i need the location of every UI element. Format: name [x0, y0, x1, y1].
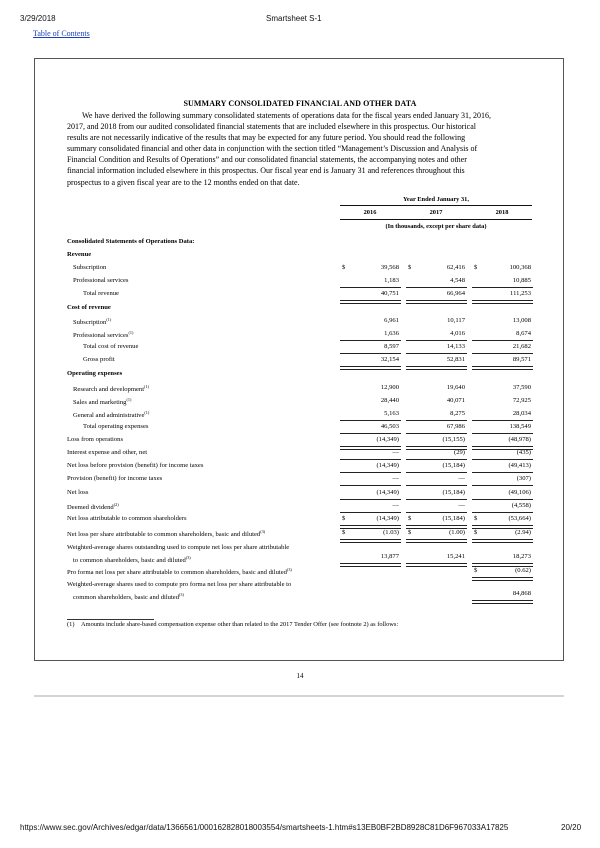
intro-line: prospectus to a given fiscal year are to the 12 months ended on that date. [67, 177, 300, 187]
footnote-ref: (1) [144, 384, 149, 389]
single-underline [340, 420, 401, 421]
cell-value-2016: 46,503 [380, 423, 399, 430]
cell-value-2018: (48,978) [508, 436, 531, 443]
row-label: Deemed dividend$^{(2)}$ [67, 502, 119, 511]
single-underline [340, 287, 401, 288]
row-label: Subscription [73, 264, 107, 271]
cell-value-2017: (29) [454, 449, 465, 456]
row-label: Interest expense and other, net [67, 449, 148, 456]
cell-value-2018: 111,253 [510, 290, 531, 297]
footnote-text: Amounts include share-based compensation expense other than related to the 2017 Tender Offer (see footnote 2) as follows: [81, 621, 399, 628]
row-label: Gross profit [83, 356, 115, 363]
double-underline [340, 563, 401, 567]
single-underline [406, 433, 467, 434]
cell-value-2017: (15,155) [442, 436, 465, 443]
cell-value-2016: 6,961 [384, 317, 399, 324]
cell-value-2016: 1,183 [384, 277, 399, 284]
double-underline [340, 539, 401, 543]
single-underline [472, 472, 533, 473]
intro-paragraph [67, 110, 537, 188]
cell-value-2018: 13,008 [512, 317, 531, 324]
table-of-contents-link[interactable]: Table of Contents [33, 29, 90, 38]
single-underline [406, 485, 467, 486]
single-underline [340, 433, 401, 434]
cell-value-2016: — [392, 449, 399, 456]
cell-value-2018: 100,368 [509, 264, 531, 271]
page-separator [34, 695, 564, 697]
row-label-line: to common shareholders, basic and diluted$^{(3)}$ [73, 555, 191, 564]
single-underline [340, 472, 401, 473]
cell-value-2018: 37,590 [512, 384, 531, 391]
cell-value-2016: (14,349) [376, 436, 399, 443]
single-underline [406, 459, 467, 460]
currency-symbol: $ [474, 529, 478, 536]
intro-line: 2017, and 2018 from our audited consolidated financial statements that are included elsewhere in this prospectus. Our historical [67, 122, 476, 132]
single-underline [472, 485, 533, 486]
double-underline [340, 366, 401, 370]
footnote-ref: (2) [113, 502, 119, 507]
footnote-number: (1) [67, 621, 75, 628]
cell-value-2016: — [392, 502, 399, 509]
cell-value-2017: 10,117 [447, 317, 465, 324]
single-underline [340, 512, 401, 513]
intro-line: Financial Condition and Results of Operations” and our consolidated financial statements, the accompanying notes and other [67, 155, 467, 165]
print-date: 3/29/2018 [20, 14, 56, 23]
row-label: Net loss per share attributable to common shareholders, basic and diluted$^{(3)}$ [67, 529, 266, 538]
single-underline [406, 340, 467, 341]
currency-symbol: $ [408, 264, 412, 271]
cell-value-2016: 5,163 [384, 410, 399, 417]
row-label: Revenue [67, 251, 92, 258]
row-label: Net loss attributable to common shareholders [67, 515, 187, 522]
single-underline [472, 287, 533, 288]
currency-symbol: $ [474, 264, 478, 271]
cell-value-2018: (435) [516, 449, 531, 456]
single-underline [340, 459, 401, 460]
cell-value-2016: 13,877 [380, 553, 399, 560]
cell-value-2017: (15,184) [442, 462, 465, 469]
cell-value-2016: 32,154 [380, 356, 399, 363]
double-underline [472, 366, 533, 370]
page-number: 14 [296, 672, 304, 680]
print-url: https://www.sec.gov/Archives/edgar/data/1366561/000162828018003554/smartsheets-1.htm#s13EB0BF2BD8928C81D6F967033A17825 [20, 823, 509, 832]
single-underline [472, 340, 533, 341]
single-underline [472, 433, 533, 434]
row-label [67, 580, 291, 603]
cell-value-2018: 10,885 [512, 277, 531, 284]
double-underline [406, 539, 467, 543]
cell-value-2018: 84,868 [512, 590, 531, 597]
currency-symbol: $ [342, 515, 346, 522]
intro-line: results are not necessarily indicative of the results that may be expected for any future period. You should read the following [67, 133, 466, 143]
single-underline [472, 420, 533, 421]
intro-line: We have derived the following summary consolidated statements of operations data for the fiscal years ended January 31, 2016, [82, 111, 492, 120]
footnote-rule [67, 619, 154, 620]
footnote-ref: (3) [260, 529, 266, 534]
cell-value-2016: — [392, 475, 399, 482]
row-label: General and administrative$^{(1)}$ [73, 410, 150, 419]
double-underline [472, 525, 533, 529]
cell-value-2018: 8,674 [516, 330, 531, 337]
footnote-ref: (1) [128, 330, 134, 335]
single-underline [406, 287, 467, 288]
cell-value-2018: (307) [516, 475, 531, 482]
row-label: Total cost of revenue [83, 343, 139, 350]
intro-line: financial information included elsewhere in this prospectus. Our fiscal year end is January 31 and references throughout this [67, 166, 465, 176]
footnote-ref: (3) [179, 592, 184, 597]
cell-value-2018: (0.62) [515, 567, 531, 574]
single-underline [406, 499, 467, 500]
cell-value-2016: (14,349) [376, 489, 399, 496]
cell-value-2017: 4,548 [450, 277, 465, 284]
print-title: Smartsheet S-1 [266, 14, 322, 23]
single-underline [472, 459, 533, 460]
double-underline [472, 600, 533, 604]
cell-value-2018: (49,413) [508, 462, 531, 469]
year-header-2018: 2018 [495, 209, 509, 216]
cell-value-2017: 4,016 [450, 330, 465, 337]
cell-value-2017: (1.00) [449, 529, 465, 536]
currency-symbol: $ [474, 515, 478, 522]
cell-value-2017: 52,831 [446, 356, 465, 363]
single-underline [340, 353, 401, 354]
row-label [67, 543, 289, 566]
row-label: Research and development$^{(1)}$ [73, 384, 149, 393]
header-rule [340, 219, 532, 220]
cell-value-2018: (49,106) [508, 489, 531, 496]
row-label-line: Weighted-average shares used to compute pro forma net loss per share attributable to [67, 581, 292, 588]
row-label-line: Weighted-average shares outstanding used to compute net loss per share attributable [67, 544, 290, 551]
cell-value-2017: 19,640 [446, 384, 465, 391]
year-header-2016: 2016 [363, 209, 377, 216]
row-label: Pro forma net loss per share attributable to common shareholders, basic and diluted$^{(3)}$ [67, 567, 292, 576]
row-label: Loss from operations [67, 436, 124, 443]
double-underline [340, 525, 401, 529]
single-underline [406, 420, 467, 421]
cell-value-2017: 66,964 [446, 290, 465, 297]
currency-symbol: $ [342, 529, 346, 536]
header-rule [340, 205, 532, 206]
double-underline [472, 539, 533, 543]
cell-value-2018: 72,925 [512, 397, 531, 404]
cell-value-2018: 89,571 [512, 356, 531, 363]
currency-symbol: $ [342, 264, 346, 271]
cell-value-2018: 18,273 [512, 553, 531, 560]
cell-value-2017: — [458, 475, 465, 482]
cell-value-2017: (15,184) [442, 515, 465, 522]
double-underline [406, 563, 467, 567]
cell-value-2018: 28,034 [512, 410, 531, 417]
footnote-ref: (3) [286, 567, 292, 572]
double-underline [406, 525, 467, 529]
cell-value-2017: 67,986 [446, 423, 465, 430]
cell-value-2016: 28,440 [380, 397, 399, 404]
row-label-line: common shareholders, basic and diluted$^{(3)}$ [73, 592, 184, 601]
currency-symbol: $ [474, 567, 478, 574]
cell-value-2016: (14,349) [376, 462, 399, 469]
cell-value-2017: 62,416 [446, 264, 465, 271]
footnote-ref: (1) [144, 410, 150, 415]
period-header: Year Ended January 31, [403, 196, 469, 203]
row-label: Professional services [73, 277, 129, 284]
footnote-ref: (1) [106, 317, 112, 322]
cell-value-2017: (15,184) [442, 489, 465, 496]
footnote [67, 621, 398, 628]
cell-value-2017: 40,071 [446, 397, 465, 404]
row-label: Net loss before provision (benefit) for income taxes [67, 462, 204, 469]
single-underline [340, 485, 401, 486]
row-label: Subscription$^{(1)}$ [73, 317, 112, 326]
currency-symbol: $ [408, 515, 412, 522]
cell-value-2017: 8,275 [450, 410, 465, 417]
double-underline [406, 366, 467, 370]
cell-value-2017: 14,133 [446, 343, 465, 350]
row-label: Cost of revenue [67, 304, 111, 311]
cell-value-2018: (4,558) [511, 502, 531, 509]
year-header-2017: 2017 [429, 209, 443, 216]
cell-value-2016: (1.03) [383, 529, 399, 536]
cell-value-2017: 15,241 [446, 553, 465, 560]
cell-value-2018: 138,549 [509, 423, 531, 430]
double-underline [340, 300, 401, 304]
single-underline [472, 512, 533, 513]
row-label: Total revenue [83, 290, 119, 297]
row-label: Operating expenses [67, 370, 123, 377]
footnote-ref: (3) [185, 555, 191, 560]
cell-value-2016: 12,900 [380, 384, 399, 391]
single-underline [340, 340, 401, 341]
cell-value-2016: (14,349) [376, 515, 399, 522]
cell-value-2016: 40,751 [380, 290, 399, 297]
row-label: Sales and marketing$^{(1)}$ [73, 397, 132, 406]
double-underline [406, 300, 467, 304]
row-label: Professional services$^{(1)}$ [73, 330, 134, 339]
double-underline [472, 577, 533, 581]
row-label: Provision (benefit) for income taxes [67, 475, 163, 482]
print-page-count: 20/20 [561, 823, 582, 832]
cell-value-2017: — [458, 502, 465, 509]
cell-value-2018: (53,664) [508, 515, 531, 522]
single-underline [340, 499, 401, 500]
single-underline [406, 472, 467, 473]
single-underline [406, 353, 467, 354]
single-underline [472, 499, 533, 500]
footnote-ref: (1) [126, 397, 132, 402]
cell-value-2016: 1,636 [384, 330, 399, 337]
single-underline [472, 353, 533, 354]
cell-value-2016: 39,568 [380, 264, 399, 271]
currency-symbol: $ [408, 529, 412, 536]
units-note: (In thousands, except per share data) [385, 223, 487, 230]
cell-value-2018: (2.94) [515, 529, 531, 536]
double-underline [472, 300, 533, 304]
intro-line: summary consolidated financial and other data in conjunction with the section titled “Management’s Discussion and Analysis of [67, 144, 478, 154]
cell-value-2018: 21,682 [512, 343, 531, 350]
section-title: SUMMARY CONSOLIDATED FINANCIAL AND OTHER DATA [183, 99, 417, 108]
cell-value-2016: 8,597 [384, 343, 399, 350]
row-label: Total operating expenses [83, 423, 149, 430]
single-underline [406, 512, 467, 513]
row-label: Net loss [67, 489, 89, 496]
